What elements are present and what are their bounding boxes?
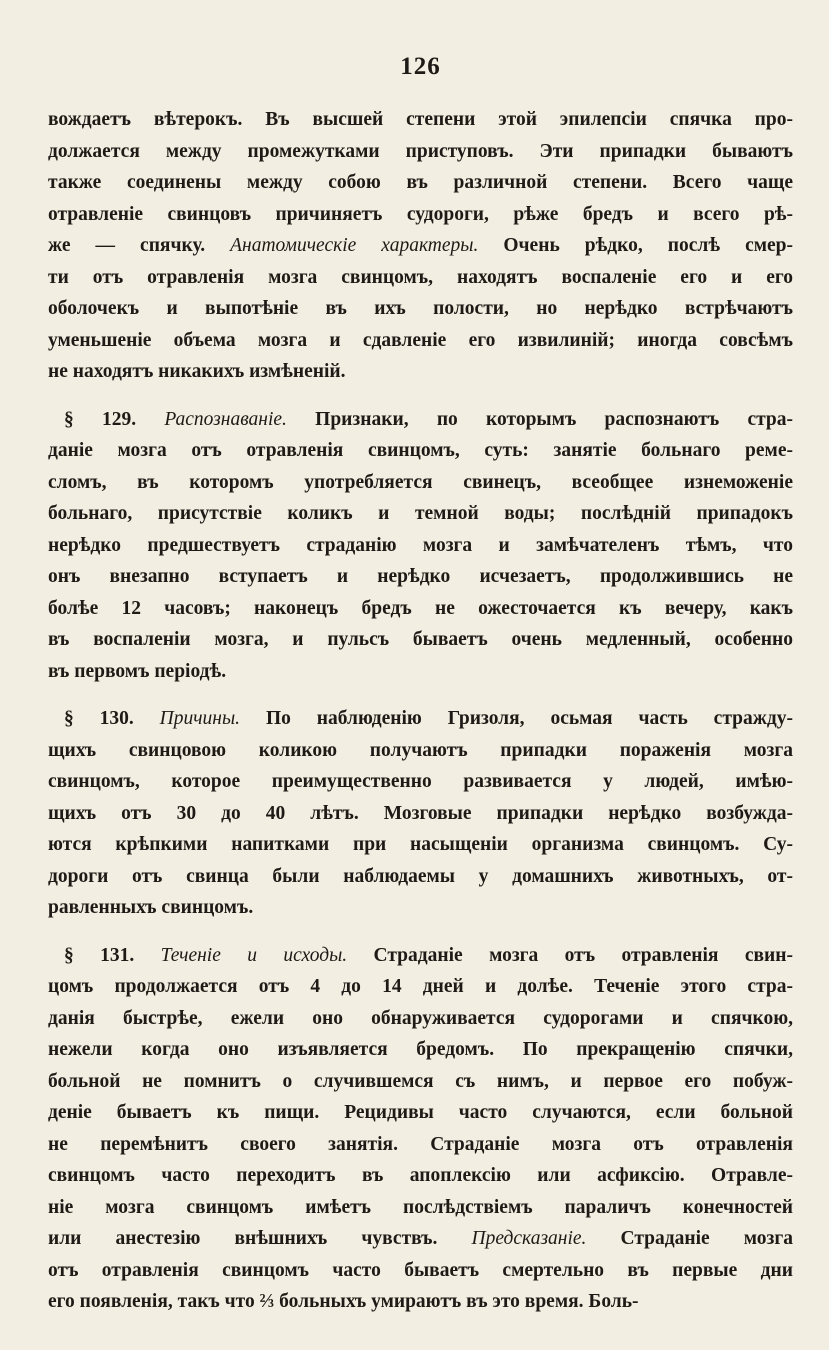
text-segment: сломъ, въ которомъ употребляется свинецъ, всеобщее изнеможеніе [48,471,793,493]
text-line [48,861,793,893]
text-segment: въ первомъ періодѣ. [48,660,227,682]
text-segment: § 130. [64,708,160,729]
text-segment: больнаго, присутствіе коликъ и темной воды; послѣдній припадокъ [48,503,793,524]
text-line [48,293,793,325]
paragraph [48,104,793,388]
text-segment: отъ отравленія свинцомъ часто бываетъ смертельно въ первые дни [48,1259,793,1281]
text-segment: § 129. [64,408,165,430]
paragraph [48,703,793,924]
text-segment: данія быстрѣе, ежели оно обнаруживается судорогами и спячкою, [48,1007,793,1029]
text-segment: Страданіе мозга [586,1228,793,1249]
paragraph [48,404,793,688]
page-body [48,104,793,1318]
text-line [48,1003,793,1035]
text-segment: ти отъ отравленія мозга свинцомъ, находятъ воспаленіе его и его [48,266,793,288]
text-segment: Очень рѣдко, послѣ смер- [478,235,793,256]
italic-heading: Теченіе и исходы. [160,944,348,966]
text-segment: также соединены между собою въ различной степени. Всего чаще [48,172,793,193]
text-line [48,798,793,830]
text-segment: даніе мозга отъ отравленія свинцомъ, суть: занятіе больнаго реме- [48,440,793,461]
text-line [48,1286,793,1318]
text-line [48,1223,793,1255]
text-line [48,1129,793,1161]
text-segment: щихъ свинцовою коликою получаютъ припадки пораженія мозга [48,739,793,761]
text-line [48,892,793,924]
text-segment: свинцомъ, которое преимущественно развивается у людей, имѣю- [48,771,793,792]
text-line [48,656,793,688]
text-segment: равленныхъ свинцомъ. [48,897,254,918]
text-segment: не находятъ никакихъ измѣненій. [48,361,346,382]
text-segment: болѣе 12 часовъ; наконецъ бредъ не ожесточается къ вечеру, какъ [48,597,793,619]
text-segment: оболочекъ и выпотѣніе въ ихъ полости, но нерѣдко встрѣчаютъ [48,298,793,319]
text-line [48,530,793,562]
text-line [48,167,793,199]
text-line [48,230,793,262]
italic-heading: Причины. [159,708,241,729]
text-line [48,325,793,357]
text-segment: ются крѣпкими напитками при насыщеніи организма свинцомъ. Су- [48,834,793,855]
text-segment: уменьшеніе объема мозга и сдавленіе его извилиній; иногда совсѣмъ [48,329,793,351]
text-segment: должается между промежутками приступовъ. Эти припадки бываютъ [48,140,793,162]
text-segment: По наблюденію Гризоля, осьмая часть стражду- [240,708,793,729]
text-line [48,940,793,972]
text-segment: ніе мозга свинцомъ имѣетъ послѣдствіемъ параличъ конечностей [48,1196,793,1218]
text-line [48,593,793,625]
text-segment: свинцомъ часто переходитъ въ апоплексію или асфиксію. Отравле- [48,1165,793,1186]
text-segment: цомъ продолжается отъ 4 до 14 дней и долѣе. Теченіе этого стра- [48,976,793,997]
text-line [48,404,793,436]
text-line [48,1192,793,1224]
text-line [48,467,793,499]
text-segment: дороги отъ свинца были наблюдаемы у домашнихъ животныхъ, от- [48,865,793,887]
italic-heading: Предсказаніе. [471,1228,587,1249]
text-line [48,703,793,735]
text-segment: нежели когда оно изъявляется бредомъ. По прекращенію спячки, [48,1039,793,1060]
text-line [48,561,793,593]
text-line [48,1160,793,1192]
text-segment: щихъ отъ 30 до 40 лѣтъ. Мозговые припадки нерѣдко возбужда- [48,802,793,824]
text-segment: Страданіе мозга отъ отравленія свин- [347,944,793,966]
text-line [48,624,793,656]
text-segment: же — спячку. [48,235,231,256]
paragraph [48,940,793,1318]
text-segment: въ воспаленіи мозга, и пульсъ бываетъ очень медленный, особенно [48,629,793,650]
text-line [48,735,793,767]
italic-heading: Анатомическіе характеры. [230,235,479,256]
text-segment: больной не помнитъ о случившемся съ нимъ, и первое его побуж- [48,1070,793,1092]
text-line [48,356,793,388]
page-number: 126 [400,53,441,80]
text-line [48,1034,793,1066]
text-segment: вождаетъ вѣтерокъ. Въ высшей степени этой эпилепсіи спячка про- [48,109,793,130]
text-segment: не перемѣнитъ своего занятія. Страданіе мозга отъ отравленія [48,1133,793,1155]
text-segment: или анестезію внѣшнихъ чувствъ. [48,1228,472,1249]
text-line [48,435,793,467]
text-segment: отравленіе свинцовъ причиняетъ судороги, рѣже бредъ и всего рѣ- [48,203,793,225]
text-line [48,262,793,294]
text-line [48,199,793,231]
italic-heading: Распознаваніе. [164,408,287,430]
text-line [48,1097,793,1129]
text-line [48,1066,793,1098]
text-line [48,1255,793,1287]
text-segment: деніе бываетъ къ пищи. Рецидивы часто случаются, если больной [48,1102,793,1123]
text-line [48,136,793,168]
text-line [48,971,793,1003]
text-line [48,829,793,861]
text-segment: его появленія, такъ что ⅔ больныхъ умираютъ въ это время. Боль- [48,1291,639,1312]
text-segment: § 131. [64,944,161,966]
text-line [48,104,793,136]
text-segment: нерѣдко предшествуетъ страданію мозга и замѣчателенъ тѣмъ, что [48,534,793,556]
text-line [48,766,793,798]
text-segment: онъ внезапно вступаетъ и нерѣдко исчезаетъ, продолжившись не [48,566,793,587]
text-line [48,498,793,530]
text-segment: Признаки, по которымъ распознаютъ стра- [286,408,794,430]
